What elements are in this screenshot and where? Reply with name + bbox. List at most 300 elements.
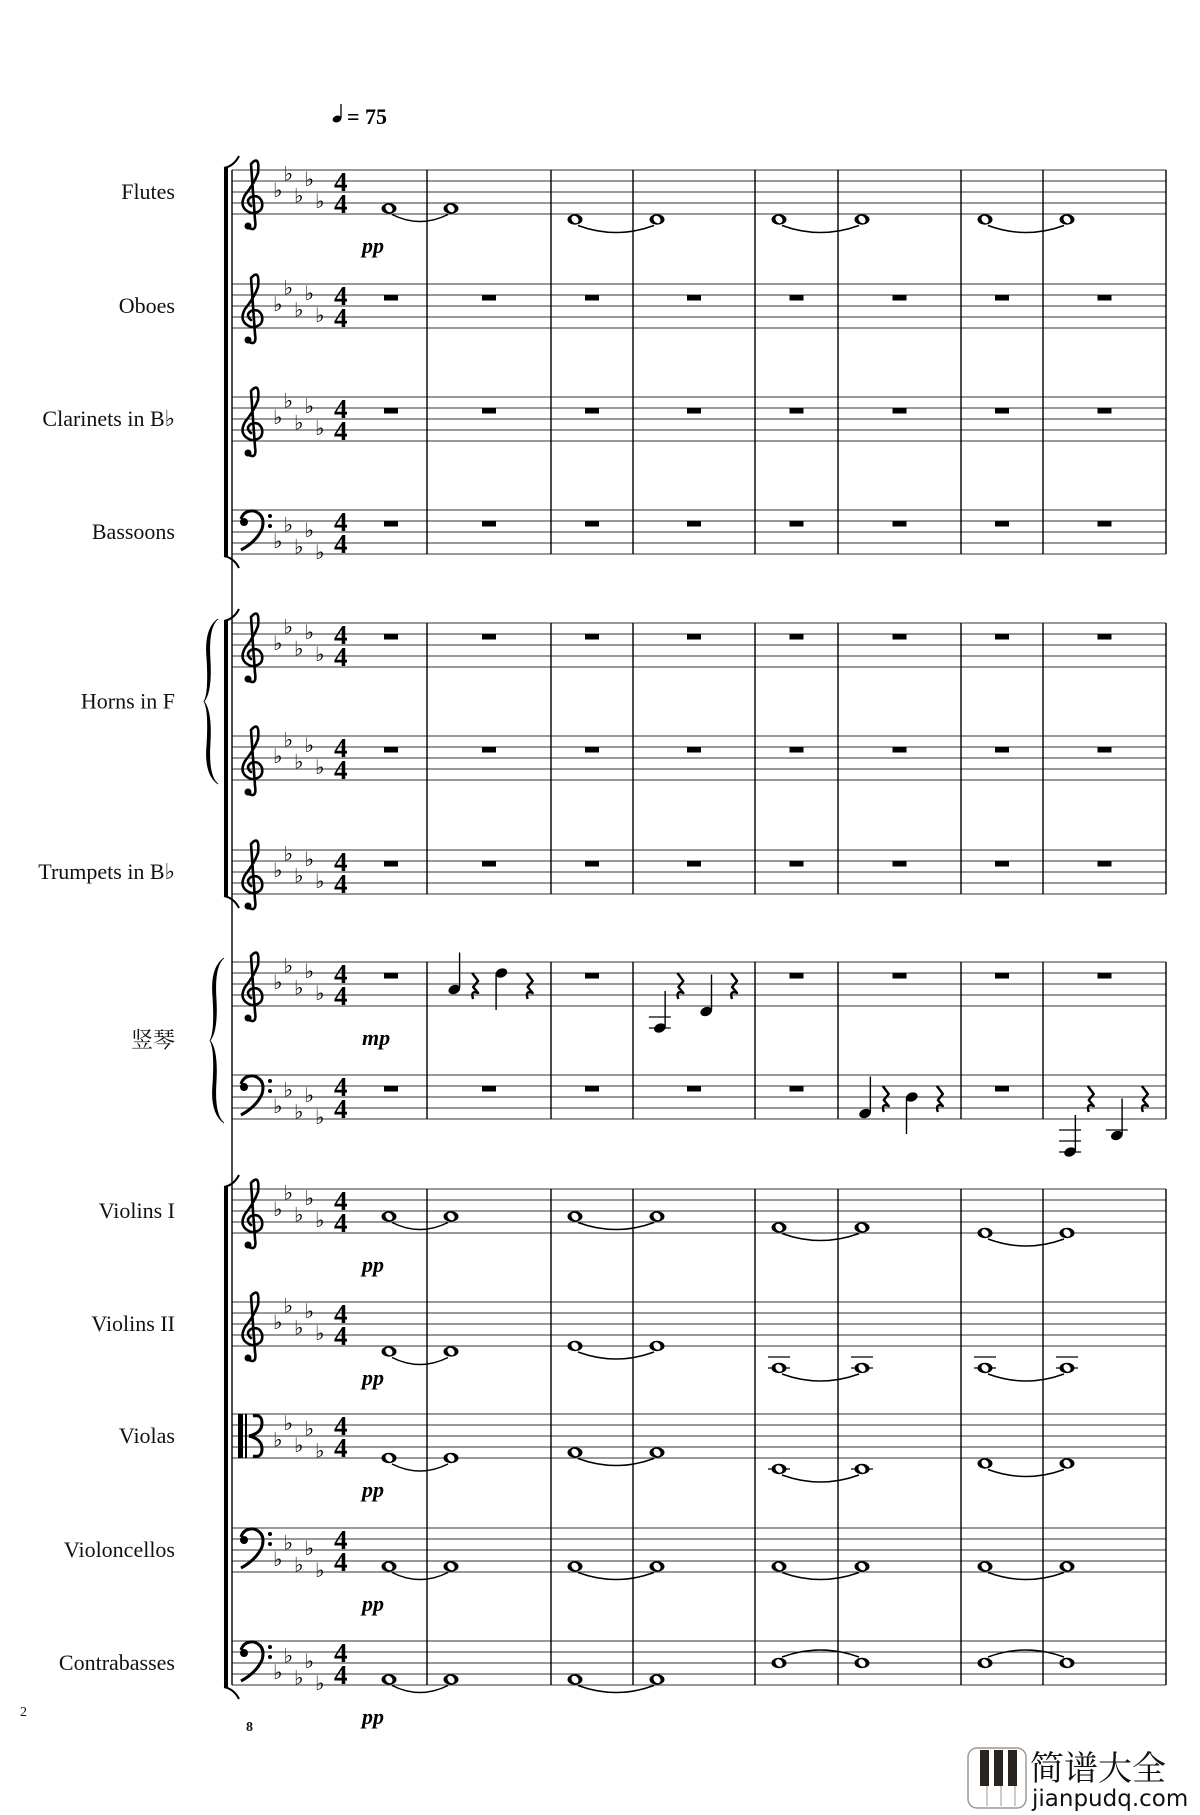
brace <box>210 958 224 1123</box>
measure-1 <box>384 973 398 979</box>
flat-icon: ♭ <box>294 1315 304 1340</box>
whole-rest <box>384 634 398 640</box>
key-signature <box>273 728 324 780</box>
flat-icon: ♭ <box>294 1433 304 1457</box>
dynamic-marking: pp <box>362 1477 384 1502</box>
measure-5 <box>790 634 804 640</box>
time-signature-top: 4 <box>334 507 348 537</box>
staff-2 <box>232 275 1166 344</box>
treble-clef-icon <box>243 614 263 682</box>
bass-clef-head <box>240 1536 248 1544</box>
bass-clef-dot <box>268 1655 272 1659</box>
measure-8 <box>1060 1228 1075 1238</box>
bracket-bar <box>224 168 228 556</box>
tie <box>578 226 654 233</box>
quarter-note-icon <box>332 104 343 124</box>
bracket-curl <box>224 1687 239 1699</box>
logo-url: jianpudq.com <box>1032 1786 1189 1812</box>
whole-rest <box>1098 634 1112 640</box>
whole-rest <box>1098 861 1112 867</box>
key-signature <box>273 615 324 667</box>
bass-clef-icon <box>240 511 272 550</box>
key-signature <box>273 162 324 214</box>
time-signature-top: 4 <box>334 1299 348 1329</box>
measure-1 <box>384 295 398 301</box>
quarter-note <box>1110 1099 1124 1142</box>
measure-8 <box>1060 1658 1075 1668</box>
flat-icon: ♭ <box>304 620 314 644</box>
whole-note <box>1060 1561 1075 1571</box>
flat-icon: ♭ <box>283 275 293 300</box>
whole-note <box>650 1674 665 1684</box>
flat-icon: ♭ <box>304 733 314 757</box>
treble-clef-dot <box>245 1242 252 1249</box>
staff-8 <box>232 953 1166 1051</box>
measure-1 <box>382 1211 397 1221</box>
treble-clef-icon <box>243 388 263 456</box>
measure-6 <box>893 861 907 867</box>
staff-11 <box>232 1293 1166 1390</box>
key-signature <box>273 954 324 1006</box>
flat-icon: ♭ <box>273 744 283 768</box>
bass-clef-curve <box>241 1076 263 1115</box>
tie <box>988 1650 1064 1657</box>
whole-rest <box>995 521 1009 527</box>
flat-icon: ♭ <box>273 1094 283 1118</box>
whole-rest <box>384 295 398 301</box>
time-signature-top: 4 <box>334 281 348 311</box>
flat-icon: ♭ <box>294 410 304 435</box>
tie <box>578 1352 654 1359</box>
measure-8 <box>1098 295 1112 301</box>
whole-rest <box>687 408 701 414</box>
measure-1 <box>382 1453 397 1463</box>
flat-icon: ♭ <box>283 1077 293 1102</box>
instrument-name: Clarinets in B♭ <box>42 406 175 431</box>
quarter-note <box>858 1077 872 1120</box>
time-signature-bottom: 4 <box>334 1660 348 1690</box>
bass-clef-head <box>240 518 248 526</box>
whole-rest <box>790 634 804 640</box>
measure-5 <box>768 1464 790 1474</box>
measure-7 <box>995 1086 1009 1092</box>
octave-mark: 8 <box>246 1720 253 1735</box>
measure-8 <box>1098 521 1112 527</box>
whole-rest <box>995 747 1009 753</box>
whole-note <box>1060 214 1075 224</box>
whole-note <box>382 203 397 213</box>
measure-3 <box>585 408 599 414</box>
measure-1 <box>384 408 398 414</box>
whole-note <box>382 1561 397 1571</box>
whole-note <box>568 1341 583 1351</box>
time-signature-top: 4 <box>334 733 348 763</box>
flat-icon: ♭ <box>283 161 293 186</box>
flat-icon: ♭ <box>273 631 283 655</box>
tie <box>782 226 859 233</box>
measure-2 <box>482 295 496 301</box>
measure-5 <box>790 973 804 979</box>
staff-4 <box>232 507 1166 564</box>
tie <box>782 1374 859 1381</box>
time-signature-bottom: 4 <box>334 1321 348 1351</box>
flat-icon: ♭ <box>283 1180 293 1205</box>
measure-3 <box>585 747 599 753</box>
measure-7 <box>995 295 1009 301</box>
measure-5 <box>772 1222 787 1232</box>
logo-title: 简谱大全 <box>1030 1749 1166 1789</box>
whole-rest <box>482 408 496 414</box>
whole-note <box>382 1211 397 1221</box>
whole-note <box>772 1658 787 1668</box>
measure-8 <box>1098 408 1112 414</box>
staff-7 <box>232 841 1166 910</box>
instrument-name: Bassoons <box>91 519 175 544</box>
measure-3 <box>585 521 599 527</box>
flat-icon: ♭ <box>315 1105 325 1129</box>
staff-13 <box>232 1525 1166 1616</box>
tie <box>988 1374 1064 1381</box>
quarter-note <box>905 1091 919 1134</box>
measure-7 <box>974 1357 996 1373</box>
tie <box>988 226 1064 233</box>
flat-icon: ♭ <box>294 297 304 322</box>
measure-6 <box>893 973 907 979</box>
whole-rest <box>1098 295 1112 301</box>
whole-rest <box>1098 408 1112 414</box>
measure-4 <box>687 295 701 301</box>
measure-2 <box>444 203 459 213</box>
flat-icon: ♭ <box>273 178 283 202</box>
whole-note <box>650 1447 665 1457</box>
measure-7 <box>978 1561 993 1571</box>
dynamic-marking: pp <box>362 1591 384 1616</box>
whole-note <box>855 1222 870 1232</box>
alto-clef-bar <box>238 1414 243 1458</box>
flat-icon: ♭ <box>304 1186 314 1210</box>
measure-2 <box>482 747 496 753</box>
tie <box>578 1459 654 1466</box>
whole-rest <box>384 521 398 527</box>
instrument-name: Horns in F <box>80 688 175 714</box>
measure-6 <box>851 1464 873 1474</box>
staff-6 <box>232 727 1166 796</box>
staff-12 <box>232 1411 1166 1502</box>
whole-rest <box>384 408 398 414</box>
tie <box>782 1475 859 1482</box>
time-signature-top: 4 <box>334 394 348 424</box>
whole-note <box>1060 1458 1075 1468</box>
whole-note <box>568 214 583 224</box>
time-signature-top: 4 <box>334 620 348 650</box>
time-signature-bottom: 4 <box>334 529 348 559</box>
instrument-name: Contrabasses <box>58 1650 175 1675</box>
time-signature-bottom: 4 <box>334 1208 348 1238</box>
whole-rest <box>1098 973 1112 979</box>
measure-5 <box>768 1357 790 1373</box>
whole-note <box>978 1561 993 1571</box>
instrument-name: 竖琴 <box>130 1027 175 1053</box>
measure-3 <box>585 861 599 867</box>
bass-clef-dot <box>268 1542 272 1546</box>
whole-rest <box>893 634 907 640</box>
whole-note <box>772 1222 787 1232</box>
whole-note <box>444 1211 459 1221</box>
flat-icon: ♭ <box>273 1197 283 1221</box>
measure-8 <box>1098 861 1112 867</box>
time-signature-bottom: 4 <box>334 416 348 446</box>
treble-clef-icon <box>243 275 263 343</box>
whole-rest <box>893 408 907 414</box>
bass-clef-icon <box>240 1529 272 1568</box>
measure-6 <box>858 1077 943 1135</box>
whole-rest <box>687 1086 701 1092</box>
whole-note <box>650 1561 665 1571</box>
whole-rest <box>1098 747 1112 753</box>
tie <box>578 1686 654 1693</box>
whole-note <box>772 1363 787 1373</box>
tie <box>988 1573 1064 1580</box>
flat-icon: ♭ <box>304 959 314 983</box>
quarter-note <box>1063 1115 1077 1158</box>
time-signature-bottom: 4 <box>334 1547 348 1577</box>
treble-clef-dot <box>245 1355 252 1362</box>
measure-5 <box>772 1658 787 1668</box>
measure-4 <box>650 214 665 224</box>
whole-note <box>650 1341 665 1351</box>
measure-1 <box>382 1561 397 1571</box>
whole-rest <box>585 1086 599 1092</box>
measure-4 <box>687 408 701 414</box>
alto-clef-curve <box>249 1416 262 1436</box>
measure-2 <box>444 1674 459 1684</box>
tie <box>988 1470 1064 1477</box>
time-signature-bottom: 4 <box>334 755 348 785</box>
tie <box>392 1686 448 1693</box>
bass-clef-dot <box>268 1079 272 1083</box>
measure-3 <box>568 1447 583 1457</box>
tie <box>578 1223 654 1230</box>
instrument-name: Trumpets in B♭ <box>38 859 175 884</box>
flat-icon: ♭ <box>273 405 283 429</box>
flat-icon: ♭ <box>304 1536 314 1560</box>
measure-4 <box>650 1561 665 1571</box>
whole-rest <box>893 861 907 867</box>
measure-4 <box>650 1341 665 1351</box>
whole-note <box>650 1211 665 1221</box>
flat-icon: ♭ <box>273 1660 283 1684</box>
flat-icon: ♭ <box>294 1202 304 1227</box>
measure-4 <box>687 861 701 867</box>
measure-2 <box>482 521 496 527</box>
measure-2 <box>444 1346 459 1356</box>
measure-6 <box>893 747 907 753</box>
whole-note <box>382 1674 397 1684</box>
measure-6 <box>855 1222 870 1232</box>
flat-icon: ♭ <box>315 189 325 213</box>
time-signature-top: 4 <box>334 1072 348 1102</box>
measure-6 <box>893 295 907 301</box>
whole-rest <box>482 295 496 301</box>
quarter-note <box>699 975 713 1018</box>
whole-note <box>568 1674 583 1684</box>
key-signature <box>273 1294 324 1346</box>
alto-clef-curve <box>249 1436 262 1456</box>
whole-note <box>444 203 459 213</box>
treble-clef-icon <box>243 1180 263 1248</box>
tie <box>578 1573 654 1580</box>
whole-note <box>855 214 870 224</box>
whole-rest <box>790 1086 804 1092</box>
flat-icon: ♭ <box>304 1416 314 1441</box>
key-signature <box>273 1181 324 1233</box>
quarter-note <box>653 991 667 1034</box>
whole-note <box>568 1447 583 1457</box>
instrument-name: Violas <box>118 1423 175 1448</box>
flat-icon: ♭ <box>304 1649 314 1673</box>
flat-icon: ♭ <box>273 858 283 882</box>
measure-7 <box>995 973 1009 979</box>
whole-note <box>772 1561 787 1571</box>
flat-icon: ♭ <box>273 1547 283 1571</box>
whole-rest <box>893 973 907 979</box>
flat-icon: ♭ <box>273 1310 283 1334</box>
measure-3 <box>585 295 599 301</box>
whole-note <box>978 1363 993 1373</box>
flat-icon: ♭ <box>283 614 293 639</box>
flat-icon: ♭ <box>273 1427 283 1452</box>
whole-rest <box>790 295 804 301</box>
whole-rest <box>384 747 398 753</box>
measure-6 <box>893 521 907 527</box>
measure-1 <box>384 634 398 640</box>
flat-icon: ♭ <box>304 394 314 418</box>
treble-clef-dot <box>245 223 252 230</box>
treble-clef-dot <box>245 676 252 683</box>
flat-icon: ♭ <box>304 167 314 191</box>
tie <box>782 1650 859 1657</box>
treble-clef-dot <box>245 1015 252 1022</box>
flat-icon: ♭ <box>283 1293 293 1318</box>
treble-clef-dot <box>245 789 252 796</box>
measure-5 <box>790 408 804 414</box>
flat-icon: ♭ <box>315 1438 325 1463</box>
whole-note <box>1060 1658 1075 1668</box>
staff-3 <box>232 388 1166 457</box>
whole-rest <box>995 634 1009 640</box>
flat-icon: ♭ <box>294 749 304 774</box>
bass-clef-head <box>240 1649 248 1657</box>
measure-8 <box>1098 634 1112 640</box>
measure-4 <box>649 973 737 1034</box>
tie <box>782 1573 859 1580</box>
bass-clef-dot <box>268 524 272 528</box>
whole-note <box>855 1658 870 1668</box>
flat-icon: ♭ <box>283 841 293 866</box>
whole-note <box>978 214 993 224</box>
whole-rest <box>585 521 599 527</box>
dynamic-marking: pp <box>362 1704 384 1729</box>
measure-7 <box>978 1228 993 1238</box>
whole-rest <box>687 634 701 640</box>
measure-5 <box>772 1561 787 1571</box>
measure-6 <box>851 1357 873 1373</box>
measure-4 <box>687 521 701 527</box>
flat-icon: ♭ <box>315 1671 325 1695</box>
measure-1 <box>384 521 398 527</box>
flat-icon: ♭ <box>283 1530 293 1555</box>
bass-clef-icon <box>240 1642 272 1681</box>
key-signature <box>273 1644 324 1696</box>
whole-rest <box>585 747 599 753</box>
flat-icon: ♭ <box>304 1083 314 1107</box>
whole-rest <box>585 973 599 979</box>
whole-rest <box>790 861 804 867</box>
tie <box>988 1239 1064 1246</box>
whole-rest <box>482 521 496 527</box>
whole-note <box>650 214 665 224</box>
site-logo <box>968 1748 1188 1812</box>
flat-icon: ♭ <box>304 518 314 542</box>
staff-10 <box>232 1180 1166 1277</box>
whole-rest <box>995 295 1009 301</box>
flat-icon: ♭ <box>304 847 314 871</box>
measure-7 <box>995 634 1009 640</box>
measure-4 <box>650 1211 665 1221</box>
flat-icon: ♭ <box>283 512 293 537</box>
flat-icon: ♭ <box>273 970 283 994</box>
measure-5 <box>772 214 787 224</box>
whole-rest <box>995 973 1009 979</box>
whole-note <box>568 1561 583 1571</box>
bass-clef-curve <box>241 1642 263 1681</box>
measure-6 <box>893 634 907 640</box>
flat-icon: ♭ <box>294 1099 304 1124</box>
measure-1 <box>382 1674 397 1684</box>
tie <box>392 1573 448 1580</box>
bracket-curl <box>224 156 239 168</box>
staff-5 <box>232 614 1166 683</box>
measure-5 <box>790 747 804 753</box>
whole-rest <box>585 634 599 640</box>
flat-icon: ♭ <box>315 1208 325 1232</box>
flat-icon: ♭ <box>273 292 283 316</box>
flat-icon: ♭ <box>315 869 325 893</box>
flat-icon: ♭ <box>294 636 304 661</box>
time-signature-top: 4 <box>334 847 348 877</box>
whole-note <box>444 1453 459 1463</box>
tie <box>392 1464 448 1471</box>
staff-9 <box>232 1072 1166 1158</box>
flat-icon: ♭ <box>294 1552 304 1577</box>
key-signature <box>273 1411 324 1463</box>
whole-note <box>772 1464 787 1474</box>
key-signature <box>273 842 324 894</box>
whole-rest <box>790 747 804 753</box>
whole-note <box>1060 1363 1075 1373</box>
flat-icon: ♭ <box>283 953 293 978</box>
measure-1 <box>384 747 398 753</box>
whole-rest <box>482 747 496 753</box>
dynamic-marking: pp <box>362 233 384 258</box>
tie <box>392 215 448 222</box>
measure-3 <box>568 214 583 224</box>
key-signature <box>273 1531 324 1583</box>
whole-rest <box>687 295 701 301</box>
measure-6 <box>893 408 907 414</box>
time-signature-bottom: 4 <box>334 869 348 899</box>
whole-rest <box>482 861 496 867</box>
